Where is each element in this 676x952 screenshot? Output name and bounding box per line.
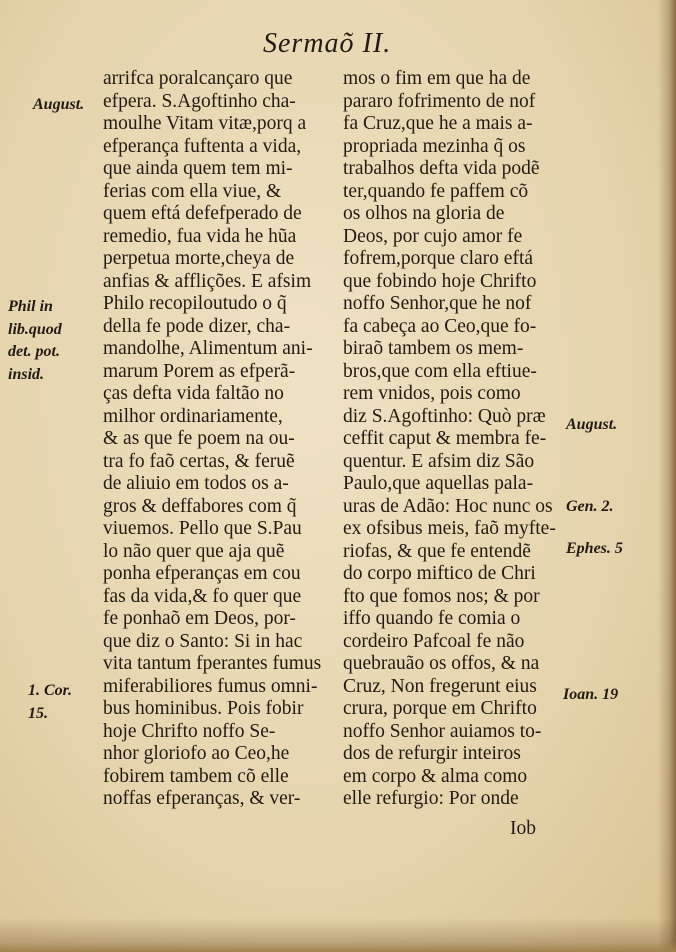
text-line: fa cabeça ao Ceo,que fo-	[343, 315, 537, 337]
text-line: fas da vida,& fo quer que	[103, 585, 302, 607]
text-line: fe ponhaõ em Deos, por-	[103, 608, 296, 629]
text-line: della fe pode dizer, cha-	[103, 315, 291, 337]
text-line: ceffit caput & membra fe-	[343, 428, 547, 449]
text-line: iffo quando fe comia o	[343, 608, 521, 629]
text-line: ças defta vida faltão no	[103, 383, 284, 404]
text-line: que fobindo hoje Chrifto	[343, 270, 537, 292]
text-line: bros,que com ella eftiue-	[343, 360, 537, 382]
running-title: Sermaõ II.	[263, 28, 392, 59]
text-line: moulhe Vitam vitæ,porq a	[103, 113, 307, 134]
text-line: diz S.Agoftinho: Quò præ	[343, 405, 546, 427]
text-line: pararo fofrimento de nof	[343, 90, 536, 112]
text-line: quentur. E afsim diz São	[343, 450, 535, 472]
margin-line: insid.	[8, 365, 45, 383]
text-line: riofas, & que fe entendẽ	[343, 540, 531, 562]
text-line: miferabiliores fumus omni-	[103, 675, 318, 697]
text-line: Philo recopiloutudo o q̃	[103, 293, 287, 314]
right-text-column	[343, 68, 565, 811]
text-line: milhor ordinariamente,	[103, 405, 283, 427]
text-line: vita tantum fperantes fumus	[103, 653, 322, 674]
text-line: noffo Senhor,que he nof	[343, 293, 532, 314]
text-line: tra fo faõ certas, & feruẽ	[103, 450, 295, 472]
text-line: uras de Adão: Hoc nunc os	[343, 495, 553, 517]
text-line: hoje Chrifto noffo Se-	[103, 720, 276, 742]
page-edge-shadow	[658, 0, 676, 952]
text-line: bus hominibus. Pois fobir	[103, 698, 304, 719]
text-line: Paulo,que aquellas pala-	[343, 473, 534, 494]
text-line: os olhos na gloria de	[343, 203, 505, 224]
text-line: Cruz, Non fregerunt eius	[343, 675, 537, 697]
text-line: elle refurgio: Por onde	[343, 788, 519, 809]
margin-note-ephesians: Ephes. 5	[566, 540, 623, 557]
text-line: nhor gloriofo ao Ceo,he	[103, 743, 290, 764]
text-line: dos de refurgir inteiros	[343, 743, 521, 764]
text-line: efpera. S.Agoftinho cha-	[103, 90, 296, 112]
text-line: ter,quando fe paffem cõ	[343, 180, 529, 202]
text-line: quem eftá defefperado de	[103, 203, 302, 224]
text-line: trabalhos defta vida podẽ	[343, 158, 540, 179]
text-line: biraõ tambem os mem-	[343, 338, 524, 359]
text-line: fofrem,porque claro eftá	[343, 248, 534, 269]
text-line: em corpo & alma como	[343, 765, 528, 787]
margin-line: 1. Cor.	[28, 682, 73, 699]
text-line: Deos, por cujo amor fe	[343, 225, 523, 247]
text-line: do corpo miftico de Chri	[343, 563, 536, 584]
margin-note-corinthians	[28, 680, 72, 725]
text-line: que ainda quem tem mi-	[103, 158, 293, 179]
margin-line: det. pot.	[8, 343, 60, 360]
text-line: cordeiro Pafcoal fe não	[343, 630, 525, 652]
text-line: mos o fim em que ha de	[343, 68, 531, 89]
text-line: efperança fuftenta a vida,	[103, 135, 302, 157]
text-line: ferias com ella viue, &	[103, 180, 282, 202]
margin-note-august-right: August.	[566, 416, 618, 433]
margin-note-john: Ioan. 19	[563, 686, 619, 703]
left-text-column	[103, 68, 325, 811]
text-line: fto que fomos nos; & por	[343, 585, 540, 607]
text-line: mandolhe, Alimentum ani-	[103, 338, 313, 359]
text-line: remedio, fua vida he hũa	[103, 225, 297, 247]
text-line: fa Cruz,que he a mais a-	[343, 113, 533, 134]
text-line: propriada mezinha q̃ os	[343, 135, 526, 157]
text-line: noffo Senhor auiamos to-	[343, 720, 542, 742]
margin-line: Phil in	[8, 298, 53, 315]
text-line: marum Porem as efperã-	[103, 360, 296, 382]
text-line: quebrauão os offos, & na	[343, 653, 540, 674]
catchword: Iob	[510, 818, 536, 839]
text-line: viuemos. Pello que S.Pau	[103, 518, 302, 539]
page-bottom-shadow	[0, 918, 676, 952]
margin-note-genesis: Gen. 2.	[566, 498, 614, 515]
text-line: ponha efperanças em cou	[103, 563, 301, 584]
text-line: perpetua morte,cheya de	[103, 248, 295, 269]
text-line: fobirem tambem cõ elle	[103, 765, 289, 787]
text-line: gros & deffabores com q̃	[103, 495, 297, 517]
text-line: que diz o Santo: Si in hac	[103, 630, 303, 652]
text-line: & as que fe poem na ou-	[103, 428, 295, 449]
text-line: de aliuio em todos os a-	[103, 473, 289, 494]
text-line: ex ofsibus meis, faõ myfte-	[343, 518, 556, 539]
margin-note-august-left: August.	[33, 96, 85, 113]
text-line: lo não quer que aja quẽ	[103, 540, 285, 562]
margin-note-philo	[8, 296, 62, 386]
margin-line: 15.	[28, 704, 48, 722]
text-line: noffas efperanças, & ver-	[103, 788, 301, 809]
text-line: arrifca poralcançaro que	[103, 68, 293, 89]
text-line: crura, porque em Chrifto	[343, 698, 537, 719]
text-line: anfias & afflições. E afsim	[103, 270, 312, 292]
text-line: rem vnidos, pois como	[343, 383, 521, 404]
margin-line: lib.quod	[8, 320, 62, 338]
